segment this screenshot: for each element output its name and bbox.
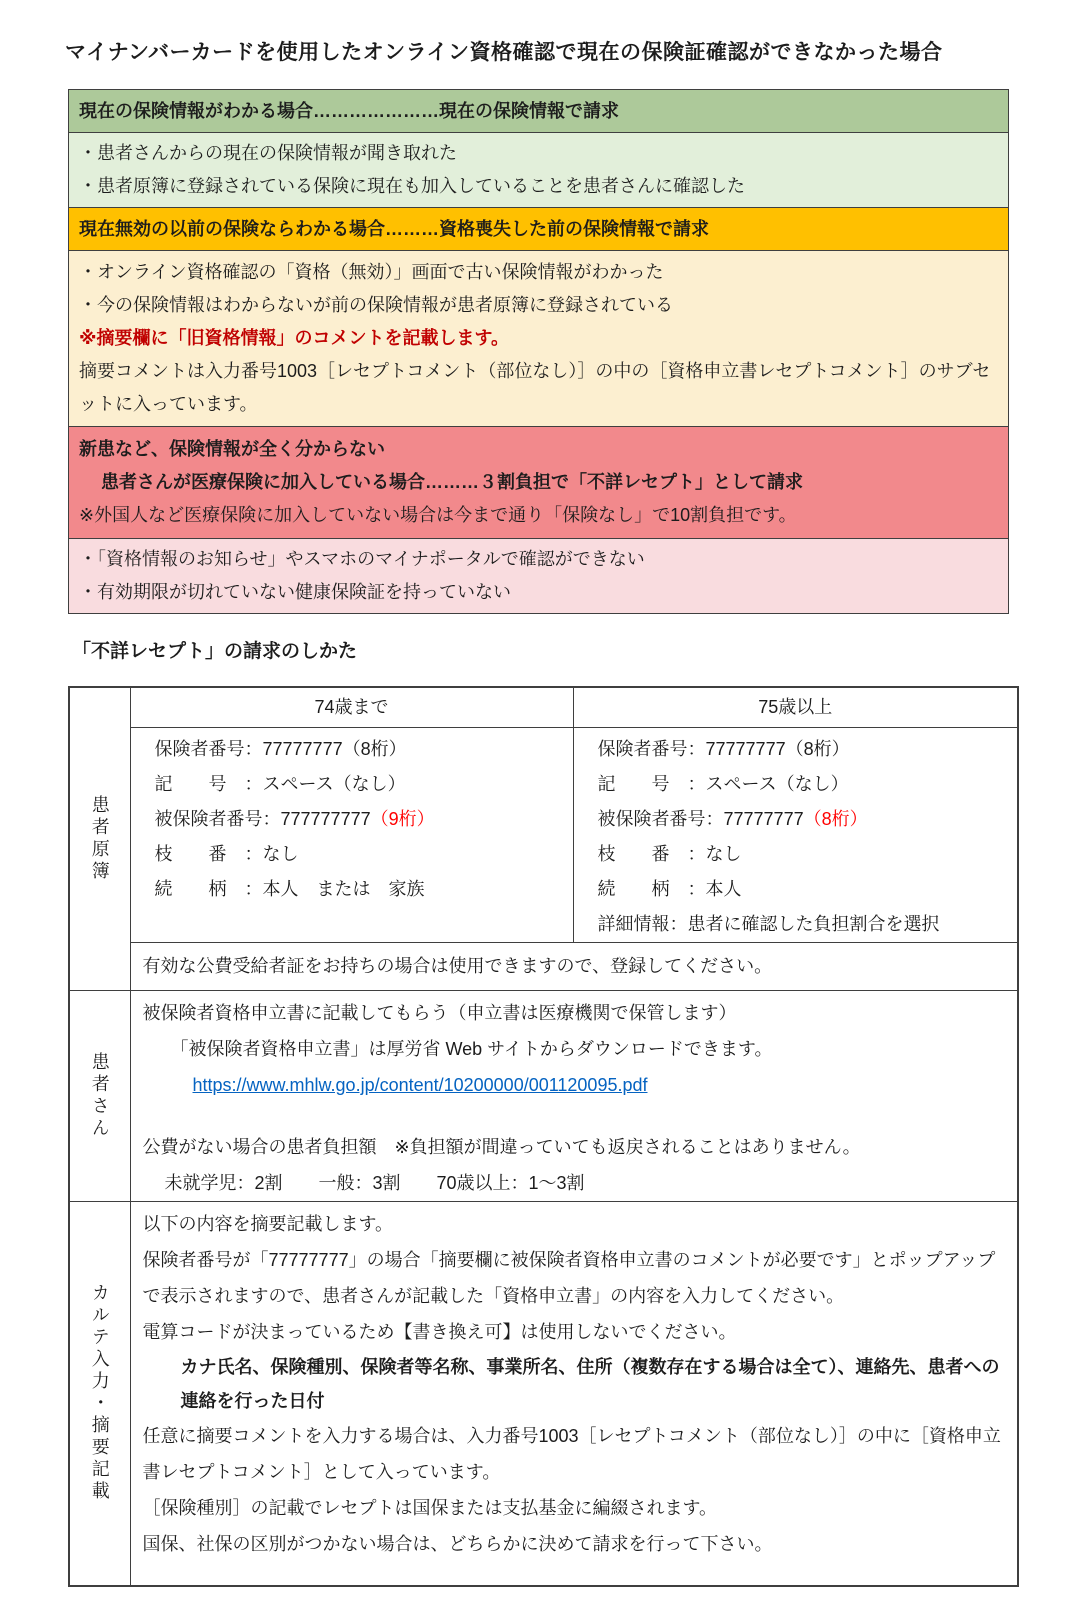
genbo-over75-cell bbox=[573, 728, 1018, 943]
table-row-karte bbox=[69, 1202, 1018, 1586]
insurer-number-line: 保険者番号：77777777（8桁） bbox=[154, 739, 407, 759]
kanja-line4: 未就学児：2割 一般：3割 70歳以上：1～3割 bbox=[164, 1173, 585, 1193]
karte-p4: 任意に摘要コメントを入力する場合は、入力番号1003［レセプトコメント（部位なし）］の中に［資格申立書レセプトコメント］として入っています。 bbox=[142, 1426, 1001, 1482]
page-title: マイナンバーカードを使用したオンライン資格確認で現在の保険証確認ができなかった場合 bbox=[65, 41, 943, 64]
karte-content-cell bbox=[130, 1202, 1018, 1586]
yellow-item: ・オンライン資格確認の「資格（無効）」画面で古い保険情報がわかった bbox=[79, 262, 664, 282]
row-label-genbo bbox=[69, 687, 130, 991]
kanja-line2: 「被保険者資格申立書」は厚労省 Web サイトからダウンロードできます。 bbox=[170, 1039, 773, 1059]
red-header-line1: 新患など、保険情報が全く分からない bbox=[79, 439, 385, 459]
green-item: ・患者さんからの現在の保険情報が聞き取れた bbox=[79, 143, 457, 163]
red-header-line2: 患者さんが医療保険に加入している場合………３割負担で「不詳レセプト」として請求 bbox=[101, 472, 803, 492]
kanja-line3: 公費がない場合の患者負担額 ※負担額が間違っていても返戻されることはありません。 bbox=[142, 1137, 861, 1157]
kanja-link-line bbox=[143, 1067, 1006, 1103]
row-label-kanja-text: 患者さん bbox=[89, 1052, 110, 1140]
old-qualification-note: ※摘要欄に「旧資格情報」のコメントを記載します。 bbox=[79, 328, 510, 348]
mhlw-pdf-link[interactable]: https://www.mhlw.go.jp/content/10200000/001120095.pdf bbox=[192, 1075, 648, 1095]
row-label-genbo-text: 患者原簿 bbox=[89, 795, 110, 883]
insured-number-line bbox=[586, 802, 1006, 837]
kohi-note-text: 有効な公費受給者証をお持ちの場合は使用できますので、登録してください。 bbox=[142, 956, 773, 976]
branch-number-line: 枝 番 ：なし bbox=[154, 844, 299, 864]
kanja-line1: 被保険者資格申立書に記載してもらう（申立書は医療機関で保管します） bbox=[142, 1003, 737, 1023]
yellow-item: ・今の保険情報はわからないが前の保険情報が患者原簿に登録されている bbox=[79, 295, 673, 315]
green-item: ・患者原簿に登録されている保険に現在も加入していることを患者さんに確認した bbox=[79, 176, 745, 196]
karte-required-items: カナ氏名、保険種別、保険者等名称、事業所名、住所（複数存在する場合は全て）、連絡先、患者への連絡を行った日付 bbox=[180, 1357, 1000, 1411]
kohi-note-cell bbox=[130, 943, 1018, 991]
karte-p5: ［保険種別］の記載でレセプトは国保または支払基金に編綴されます。 bbox=[142, 1498, 718, 1518]
genbo-under74-cell bbox=[130, 728, 573, 943]
green-header-box bbox=[68, 89, 1009, 133]
insured-number-digits: （8桁） bbox=[803, 809, 868, 829]
red-header-box bbox=[68, 426, 1009, 539]
green-header-text: 現在の保険情報がわかる場合…………………現在の保険情報で請求 bbox=[79, 101, 619, 121]
pink-item: ・有効期限が切れていない健康保険証を持っていない bbox=[79, 582, 511, 602]
karte-p2: 保険者番号が「77777777」の場合「摘要欄に被保険者資格申立書のコメントが必要です」とポップアップで表示されますので、患者さんが記載した「資格申立書」の内容を入力してください。 bbox=[142, 1250, 996, 1306]
karte-p1: 以下の内容を摘要記載します。 bbox=[142, 1214, 394, 1234]
kanja-content-cell bbox=[130, 991, 1018, 1202]
comment-subset-note: 摘要コメントは入力番号1003［レセプトコメント（部位なし）］の中の［資格申立書レセプトコメント］のサブセットに入っています。 bbox=[79, 361, 991, 414]
insurer-number-line: 保険者番号：77777777（8桁） bbox=[597, 739, 850, 759]
karte-p6: 国保、社保の区別がつかない場合は、どちらかに決めて請求を行って下さい。 bbox=[142, 1534, 773, 1554]
karte-p3: 電算コードが決まっているため【書き換え可】は使用しないでください。 bbox=[142, 1322, 737, 1342]
yellow-body-box bbox=[68, 250, 1009, 427]
green-body-box bbox=[68, 132, 1009, 208]
billing-method-table bbox=[68, 686, 1019, 1587]
insured-number-digits: （9桁） bbox=[370, 809, 435, 829]
table-row-genbo-detail bbox=[69, 728, 1018, 943]
row-label-kanja bbox=[69, 991, 130, 1202]
summary-boxes bbox=[68, 90, 1009, 614]
table-row-kohi-note bbox=[69, 943, 1018, 991]
relationship-line: 続 柄 ：本人 bbox=[597, 879, 742, 899]
orange-header-text: 現在無効の以前の保険ならわかる場合………資格喪失した前の保険情報で請求 bbox=[79, 219, 709, 239]
detail-info-line: 詳細情報：患者に確認した負担割合を選択 bbox=[597, 914, 940, 934]
relationship-line: 続 柄 ：本人 または 家族 bbox=[154, 879, 425, 899]
red-header-note: ※外国人など医療保険に加入していない場合は今まで通り「保険なし」で10割負担です。 bbox=[79, 505, 797, 525]
pink-item: ・「資格情報のお知らせ」やスマホのマイナポータルで確認ができない bbox=[79, 549, 645, 569]
col-header-over75: 75歳以上 bbox=[573, 687, 1018, 728]
pink-body-box bbox=[68, 538, 1009, 614]
table-header-row bbox=[69, 687, 1018, 728]
insured-number-line bbox=[143, 802, 561, 837]
branch-number-line: 枝 番 ：なし bbox=[597, 844, 742, 864]
symbol-line: 記 号 ：スペース（なし） bbox=[597, 774, 849, 794]
section-title: 「不詳レセプト」の請求のしかた bbox=[72, 641, 358, 662]
insured-number-text: 被保険者番号：77777777 bbox=[597, 809, 804, 829]
col-header-under74: 74歳まで bbox=[130, 687, 573, 728]
orange-header-box bbox=[68, 207, 1009, 251]
symbol-line: 記 号 ：スペース（なし） bbox=[154, 774, 406, 794]
table-row-kanja bbox=[69, 991, 1018, 1202]
spacer bbox=[143, 1103, 1006, 1129]
row-label-karte-text: カルテ入力・摘要記載 bbox=[89, 1283, 110, 1504]
row-label-karte bbox=[69, 1202, 130, 1586]
insured-number-text: 被保険者番号：777777777 bbox=[154, 809, 371, 829]
